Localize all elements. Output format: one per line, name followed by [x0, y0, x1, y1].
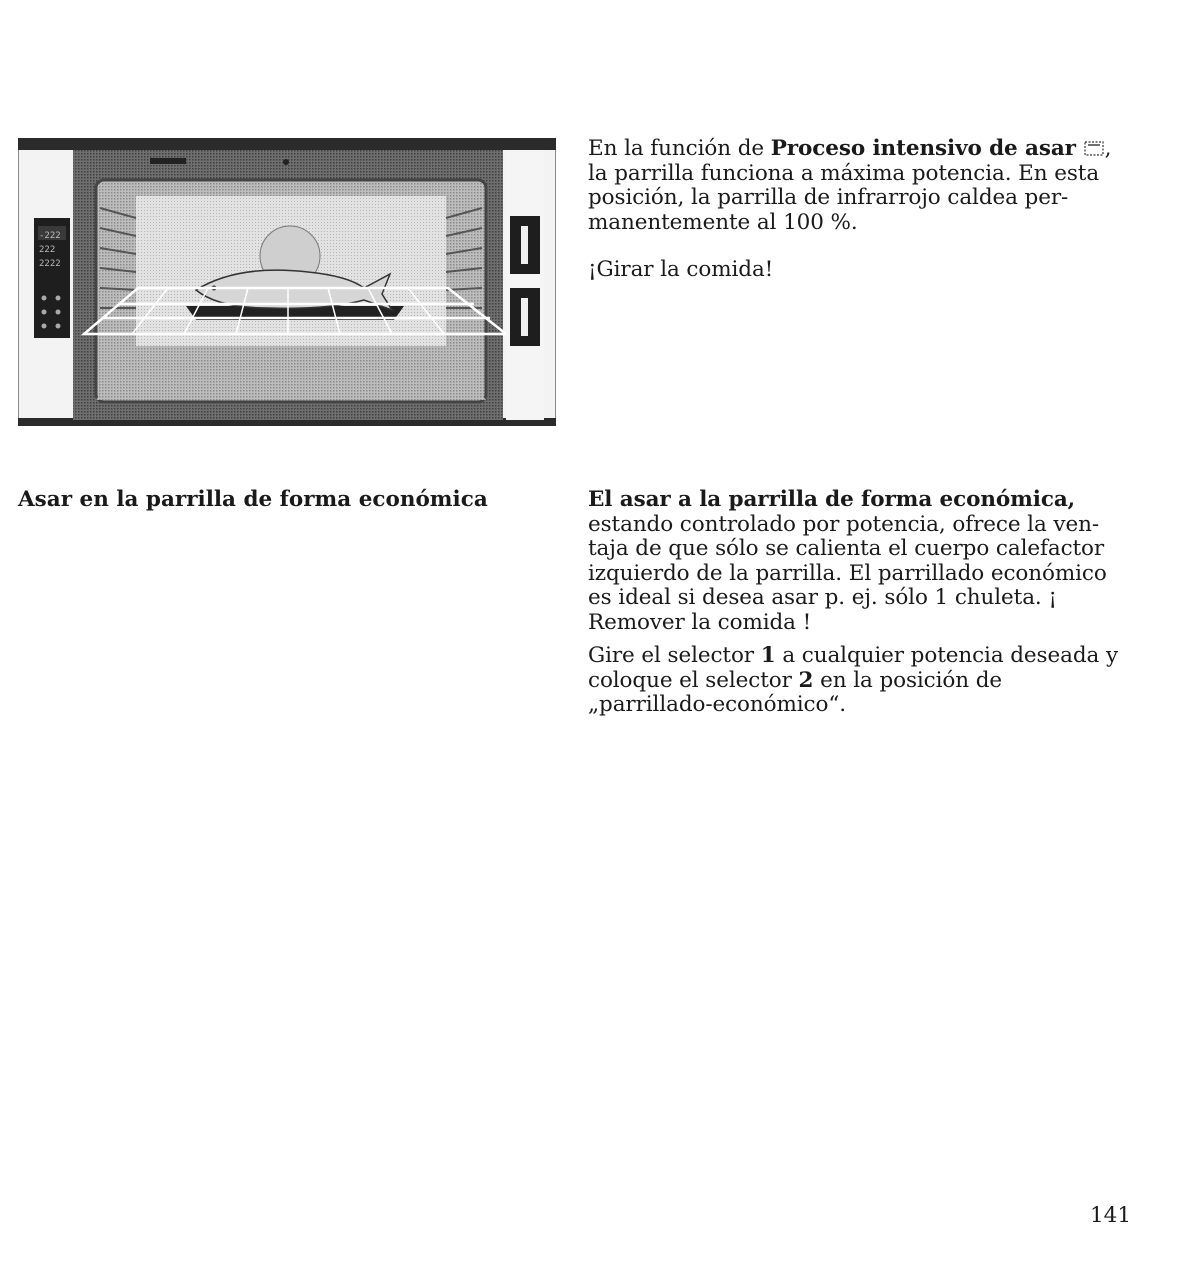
- paragraph-intensive-grill: [588, 137, 1128, 235]
- display-line-2: 222: [39, 245, 56, 255]
- paragraph-economic-grill: [588, 488, 1128, 635]
- text-segment: a cualquier potencia deseada y coloque el selector: [588, 643, 1118, 693]
- section-heading: Asar en la parrilla de forma económica: [18, 487, 488, 512]
- selector-number-2: 2: [798, 667, 814, 693]
- paragraph-turn-food: ¡Girar la comida!: [588, 257, 774, 282]
- full-grill-symbol-icon: [1083, 139, 1105, 157]
- selector-number-1: 1: [760, 643, 776, 668]
- oven-illustration: [18, 138, 556, 426]
- display-line-1: -222: [39, 231, 61, 241]
- text-segment: Gire el selector: [588, 643, 761, 668]
- text-segment: estando controlado por potencia, ofrece la ven-taja de que sólo se calienta el cuerpo calefactor izquierdo de la parrilla. El parrillado económico es ideal si desea asar p. ej. sólo 1 chuleta. ¡ Remover la comida !: [588, 511, 1107, 635]
- term-intensive-grill: Proceso intensivo de asar: [770, 136, 1076, 161]
- text-segment: en la posición de „parrillado-económico“.: [588, 667, 1003, 717]
- display-line-3: 2222: [39, 259, 61, 269]
- oven-with-fish-icon: [18, 138, 556, 426]
- page-number: 141: [1090, 1203, 1132, 1228]
- term-economic-grill: El asar a la parrilla de forma económica,: [588, 487, 1076, 512]
- text-segment: En la función de: [588, 136, 771, 161]
- paragraph-selector-instructions: [588, 644, 1128, 718]
- text-segment: , la parrilla funciona a máxima potencia. En esta posición, la parrilla de infrarrojo caldea per-manentemente al 100 %.: [588, 136, 1112, 235]
